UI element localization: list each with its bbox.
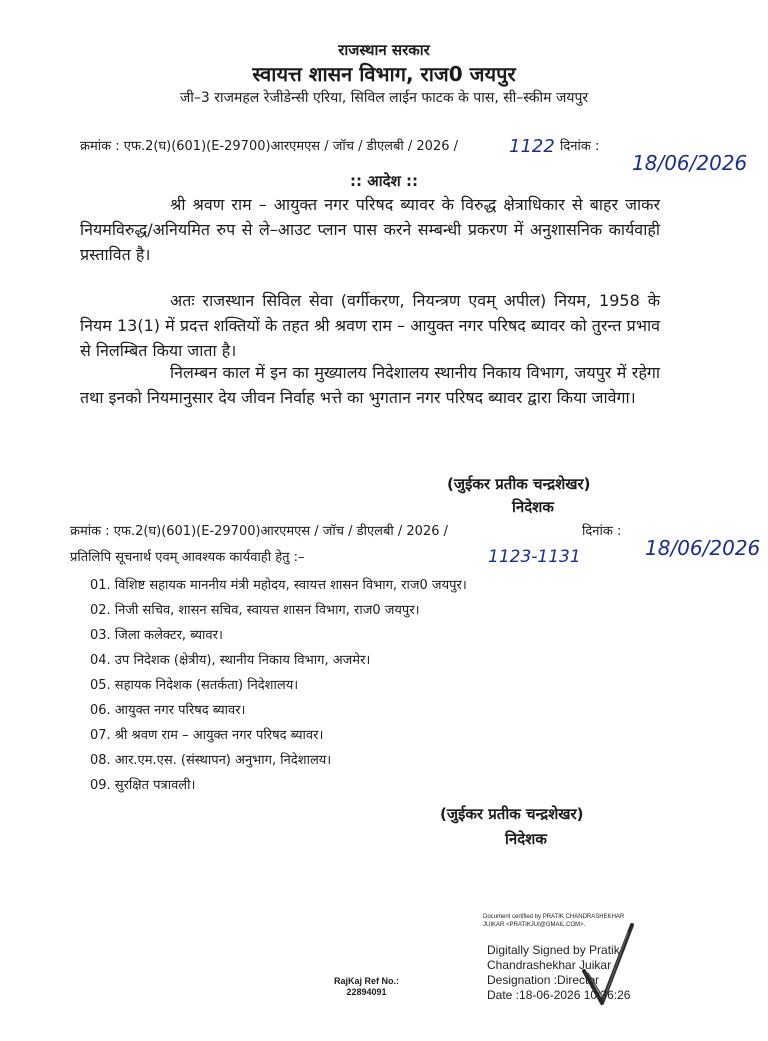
- designation-line: Designation :Director: [487, 973, 600, 987]
- department-address: जी–3 राजमहल रेजीडेन्सी एरिया, सिविल लाईन फाटक के पास, सी–स्कीम जयपुर: [179, 90, 589, 106]
- signatory-name-1: (जुईकर प्रतीक चन्द्रशेखर): [447, 475, 591, 493]
- order1-date-label: दिनांक :: [560, 139, 600, 154]
- list-item: 08. आर.एम.एस. (संस्थापन) अनुभाग, निदेशालय।: [90, 753, 332, 768]
- order-heading: :: आदेश ::: [350, 172, 418, 190]
- certification-line-2: JUIKAR <PRATIKJUI@GMAIL.COM>.: [483, 922, 586, 928]
- order1-handwritten-date: 18/06/2026: [632, 151, 748, 175]
- rajkaj-reference: [334, 976, 399, 998]
- copy-to-line: प्रतिलिपि सूचनार्थ एवम् आवश्यक कार्यवाही हेतु :–: [70, 550, 305, 565]
- order2-handwritten-number: 1123-1131: [488, 547, 581, 567]
- copy-recipient-list: [90, 573, 467, 798]
- list-item: 02. निजी सचिव, शासन सचिव, स्वायत्त शासन विभाग, राज0 जयपुर।: [90, 603, 420, 618]
- department-name: स्वायत्त शासन विभाग, राज0 जयपुर: [252, 62, 516, 86]
- list-item: 04. उप निदेशक (क्षेत्रीय), स्थानीय निकाय विभाग, अजमेर।: [90, 653, 371, 668]
- order1-reference: क्रमांक : एफ.2(घ)(601)(E-29700)आरएमएस / जॉच / डीएलबी / 2026 /: [80, 139, 459, 154]
- list-item: 01. विशिष्ट सहायक माननीय मंत्री महोदय, स्वायत्त शासन विभाग, राज0 जयपुर।: [90, 578, 467, 593]
- government-name: राजस्थान सरकार: [338, 41, 430, 59]
- rajkaj-label: RajKaj Ref No.:: [334, 976, 400, 986]
- signatory-title-1: निदेशक: [512, 498, 554, 516]
- digital-signed-line-2: Chandrashekhar Juikar: [487, 958, 612, 972]
- order2-handwritten-date: 18/06/2026: [645, 536, 761, 560]
- order-paragraph-3: निलम्बन काल में इन का मुख्यालय निदेशालय स्थानीय निकाय विभाग, जयपुर में रहेगा तथा इनको नियमानुसार देय जीवन निर्वाह भत्ते का भुगतान नगर परिषद ब्यावर द्वारा किया जावेगा।: [80, 363, 660, 407]
- list-item: 07. श्री श्रवण राम – आयुक्त नगर परिषद ब्यावर।: [90, 728, 324, 743]
- order-paragraph-1: श्री श्रवण राम – आयुक्त नगर परिषद ब्यावर के विरुद्ध क्षेत्राधिकार से बाहर जाकर नियमविरुद्ध/अनियमित रुप से ले–आउट प्लान पास करने सम्बन्धी प्रकरण में अनुशासनिक कार्यवाही प्रस्तावित है।: [80, 195, 660, 264]
- list-item: 09. सुरक्षित पत्रावली।: [90, 778, 196, 793]
- order2-reference: क्रमांक : एफ.2(घ)(601)(E-29700)आरएमएस / जॉच / डीएलबी / 2026 /: [70, 524, 449, 539]
- list-item: 06. आयुक्त नगर परिषद ब्यावर।: [90, 703, 246, 718]
- order2-date-label: दिनांक :: [582, 524, 622, 539]
- order-paragraph-2: अतः राजस्थान सिविल सेवा (वर्गीकरण, नियन्त्रण एवम् अपील) नियम, 1958 के नियम 13(1) में प्रदत्त शक्तियों के तहत श्री श्रवण राम – आयुक्त नगर परिषद ब्यावर को तुरन्त प्रभाव से निलम्बित किया जाता है।: [80, 291, 660, 360]
- digital-signed-line-1: Digitally Signed by Pratik: [487, 943, 620, 957]
- order1-handwritten-number: 1122: [509, 136, 555, 157]
- list-item: 05. सहायक निदेशक (सतर्कता) निदेशालय।: [90, 678, 299, 693]
- certification-line-1: Document certified by PRATIK CHANDRASHEKHAR: [483, 914, 625, 920]
- list-item: 03. जिला कलेक्टर, ब्यावर।: [90, 628, 223, 643]
- signature-date-line: Date :18-06-2026 10:36:26: [487, 988, 631, 1002]
- digital-signature-block: [487, 943, 630, 1003]
- rajkaj-number: 22894091: [346, 987, 387, 997]
- signatory-name-2: (जुईकर प्रतीक चन्द्रशेखर): [440, 805, 584, 823]
- signatory-title-2: निदेशक: [505, 830, 547, 848]
